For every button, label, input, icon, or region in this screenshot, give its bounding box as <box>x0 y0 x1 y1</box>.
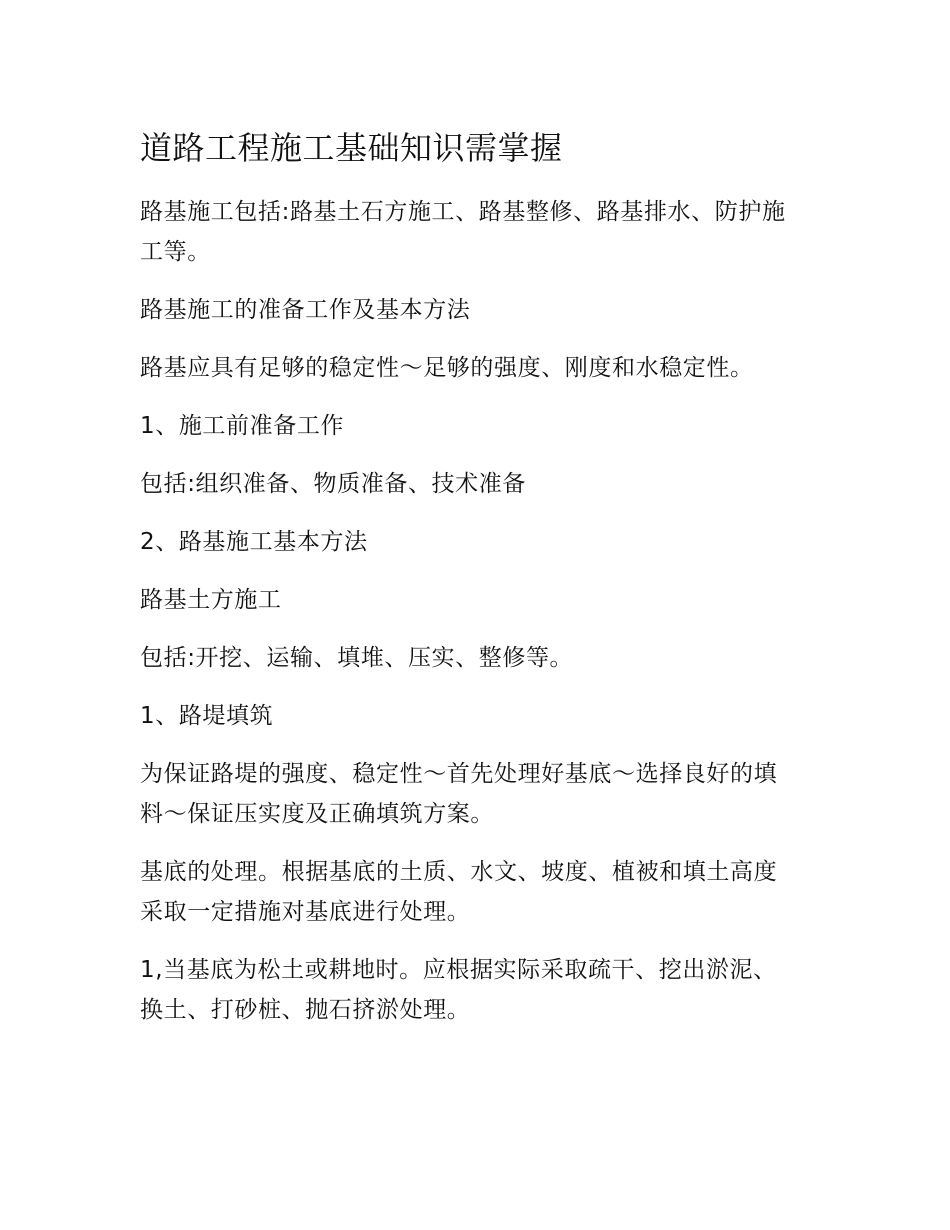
paragraph-roadbed-requirements: 路基应具有足够的稳定性～足够的强度、刚度和水稳定性。 <box>140 355 754 381</box>
paragraph-prep-includes: 包括:组织准备、物质准备、技术准备 <box>140 471 526 497</box>
heading-pre-construction-prep: 1、施工前准备工作 <box>140 413 345 439</box>
heading-embankment-filling: 1、路堤填筑 <box>140 703 274 729</box>
paragraph-roadbed-scope: 路基施工包括:路基土石方施工、路基整修、路基排水、防护施工等。 <box>140 199 786 265</box>
heading-earthwork: 路基土方施工 <box>140 587 282 613</box>
paragraph-base-treatment: 基底的处理。根据基底的土质、水文、坡度、植被和填土高度采取一定措施对基底进行处理。 <box>140 859 778 925</box>
heading-prep-and-methods: 路基施工的准备工作及基本方法 <box>140 297 471 323</box>
document-body <box>140 124 800 1048</box>
paragraph-soft-soil-treatment: 1,当基底为松土或耕地时。应根据实际采取疏干、挖出淤泥、换土、打砂桩、抛石挤淤处理。 <box>140 957 777 1023</box>
document-title: 道路工程施工基础知识需掌握 <box>140 129 563 167</box>
heading-basic-methods: 2、路基施工基本方法 <box>140 529 368 555</box>
paragraph-earthwork-includes: 包括:开挖、运输、填堆、压实、整修等。 <box>140 645 574 671</box>
paragraph-embankment-strength: 为保证路堤的强度、稳定性～首先处理好基底～选择良好的填料～保证压实度及正确填筑方案。 <box>140 761 778 827</box>
